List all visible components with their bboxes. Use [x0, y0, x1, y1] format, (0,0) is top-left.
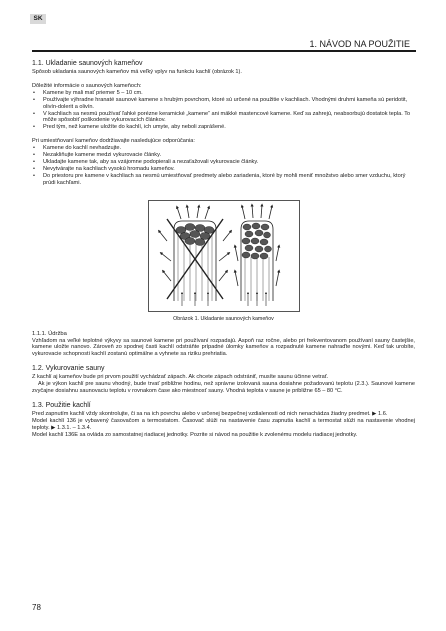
section-title: 1.3. Použitie kachlí [32, 401, 91, 409]
paragraph: Model kachlí 136 je vybavený časovačom a termostatom. Časovač slúži na nastavenie času zapnutia kachlí a termostat slúži na nastavenie vhodnej teploty. ▶ 1.3.1. – 1.3.4. [32, 417, 415, 431]
paragraph: Vzhľadom na veľké teplotné výkyvy sa saunové kamene pri používaní rozpadajú. Aspoň raz ročne, alebo pri frekventovanom používaní sauny častejšie, kamene uložte nanovo. Zároveň zo spodnej časti kachlí odstráňte prípadné úlomky kameňov a rozpadnuté kamene nahraďte novými. Keď tak urobíte, vykurovacie schopnosti kachlí zostanú optimálne a vyhnete sa riziku prehriatia. [32, 337, 415, 358]
list-item: • Pred tým, než kamene uložíte do kachlí, ich umyte, aby neboli zaprášené. [32, 124, 415, 131]
list-item: • Nevytvárajte na kachliach vysokú hromadu kameňov. [32, 166, 415, 173]
paragraph: Dôležité informácie o saunových kameňoch: [32, 82, 142, 89]
subsection-title: 1.1.1. Údržba [32, 330, 67, 337]
document-body [32, 60, 415, 439]
stone-placement-illustration [149, 201, 299, 311]
paragraph: Model kachlí 136E sa ovláda zo samostatnej riadiacej jednotky. Pozrite si návod na použitie k zvolenému modelu riadiacej jednotky. [32, 431, 358, 438]
page-number: 78 [32, 603, 41, 612]
paragraph: Z kachlí aj kameňov bude pri prvom použití vychádzať zápach. Ak chcete zápach odstrániť, musíte saunu účinne vetrať. [32, 374, 329, 381]
paragraph: Pred zapnutím kachlí vždy skontrolujte, či sa na ich povrchu alebo v určenej bezpečnej vzdialenosti od nich nenachádza žiadny predmet. ▶ 1.6. [32, 410, 388, 417]
paragraph: Spôsob ukladania saunových kameňov má veľký vplyv na funkciu kachlí (obrázok 1). [32, 69, 242, 75]
list-item: • V kachliach sa nesmú používať ľahké porézne keramické „kamene“ ani mäkké mastencové kamene. Keď sa zahrejú, neabsorbujú dostatok tepla. To môže spôsobiť poškodenie vykurovacích článkov. [32, 111, 415, 125]
language-badge: SK [30, 14, 46, 24]
rules-list [32, 145, 415, 186]
list-item: • Používajte výhradne hranaté saunové kamene s hrubým povrchom, ktoré sú určené na použitie v kachliach. Vhodnými druhmi kameňa sú peridotit, olivín-dolerit a olivín. [32, 97, 415, 111]
chapter-title: 1. NÁVOD NA POUŽITIE [32, 38, 416, 52]
stone-placement-figure [148, 200, 300, 312]
figure-caption: Obrázok 1. Ukladanie saunových kameňov [173, 315, 274, 322]
list-item: • Nezakliňujte kamene medzi vykurovacie články. [32, 152, 415, 159]
info-list [32, 90, 415, 131]
list-item: • Do priestoru pre kamene v kachliach sa nesmú umiestňovať predmety alebo zariadenia, ktoré by mohli meniť množstvo alebo smer vzduchu, ktorý prúdi kachľami. [32, 173, 415, 187]
paragraph: Ak je výkon kachlí pre saunu vhodný, bude trvať približne hodinu, než správne izolovaná sauna dosiahne požadovanú teplotu (2.3.). Saunové kamene zvyčajne dosiahnu saunovaciu teplotu v rovnakom čase ako miestnosť sauny. Vhodná teplota v saune je približne 65 – 80 °C. [32, 381, 415, 395]
section-title: 1.1. Ukladanie saunových kameňov [32, 60, 143, 67]
list-item: • Ukladajte kamene tak, aby sa vzájomne podopierali a nezaťažovali vykurovacie články. [32, 159, 415, 166]
list-item: • Kamene do kachlí nevhadzujte. [32, 145, 415, 152]
paragraph: Pri umiestňovaní kameňov dodržiavajte nasledujúce odporúčania: [32, 138, 195, 145]
list-item: • Kamene by mali mať priemer 5 – 10 cm. [32, 90, 415, 97]
section-title: 1.2. Vykurovanie sauny [32, 365, 105, 373]
